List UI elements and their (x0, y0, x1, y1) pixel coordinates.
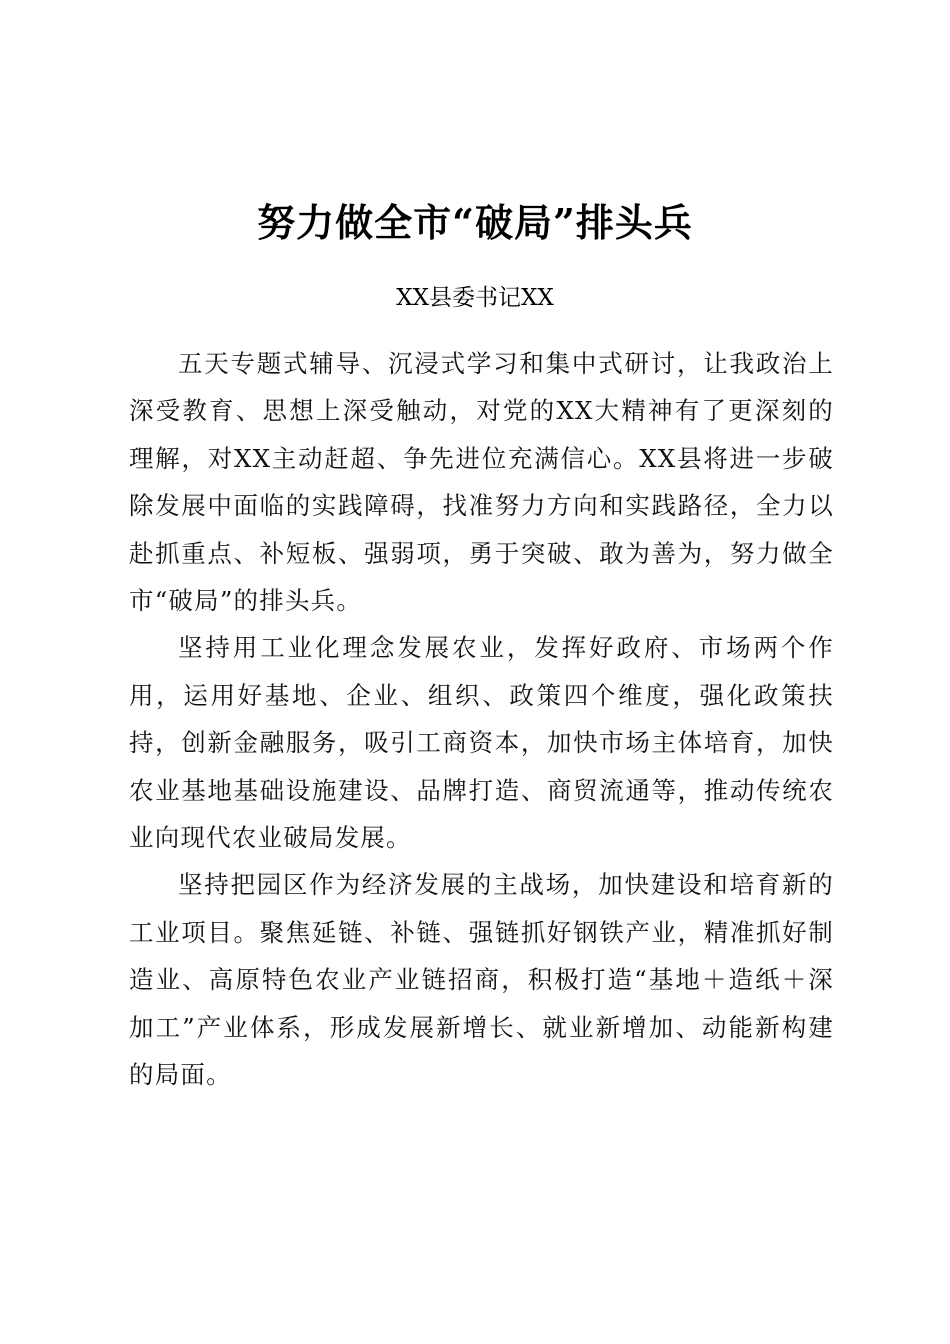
paragraph: 五天专题式辅导、沉浸式学习和集中式研讨，让我政治上深受教育、思想上深受触动，对党的XX大精神有了更深刻的理解，对XX主动赶超、争先进位充满信心。XX县将进一步破除发展中面临的实践障碍，找准努力方向和实践路径，全力以赴抓重点、补短板、强弱项，勇于突破、敢为善为，努力做全市“破局”的排头兵。 (129, 349, 834, 616)
paragraph: 坚持用工业化理念发展农业，发挥好政府、市场两个作用，运用好基地、企业、组织、政策四个维度，强化政策扶持，创新金融服务，吸引工商资本，加快市场主体培育，加快农业基地基础设施建设、品牌打造、商贸流通等，推动传统农业向现代农业破局发展。 (129, 633, 834, 853)
document-title: 努力做全市“破局”排头兵 (257, 200, 693, 245)
paragraph: 坚持把园区作为经济发展的主战场，加快建设和培育新的工业项目。聚焦延链、补链、强链抓好钢铁产业，精准抓好制造业、高原特色农业产业链招商，积极打造“基地＋造纸＋深加工”产业体系，形成发展新增长、就业新增加、动能新构建的局面。 (129, 870, 834, 1090)
document-body (129, 340, 834, 1099)
document-author: XX县委书记XX (396, 285, 554, 311)
